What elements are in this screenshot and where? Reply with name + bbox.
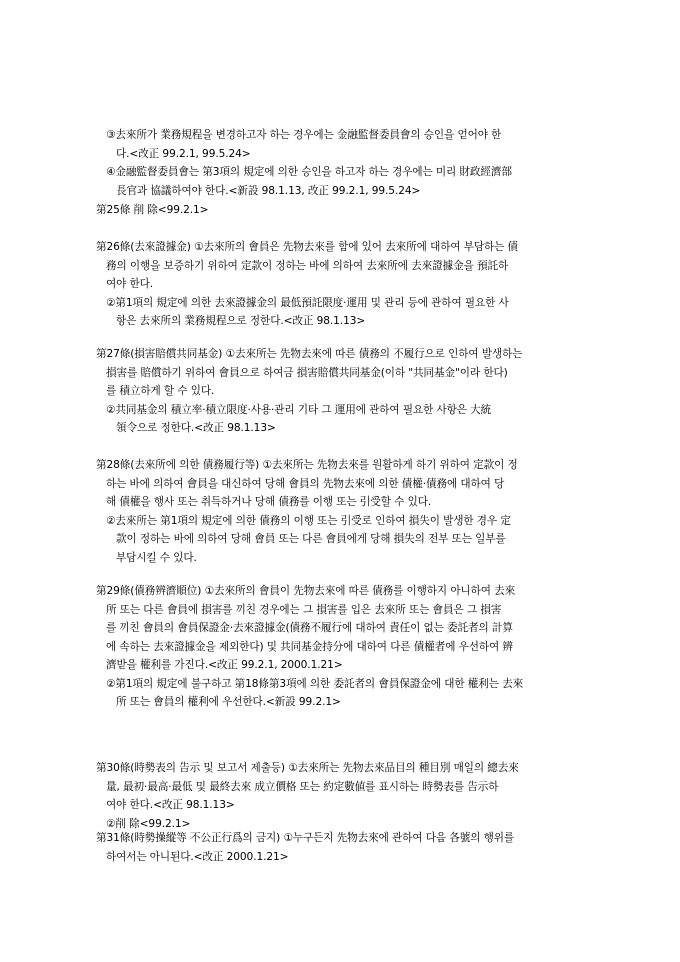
paragraph-line: 하는 바에 의하여 會員을 대신하여 당해 會員의 先物去來에 의한 債權·債務에 대하여 당	[106, 477, 505, 490]
paragraph-line: ④金融監督委員會는 第3項의 規定에 의한 승인을 하고자 하는 경우에는 미리 財政經濟部	[106, 166, 512, 178]
paragraph-line: 務의 이행을 보증하기 위하여 定款이 정하는 바에 의하여 去來所에 去來證據金을 預託하	[106, 259, 509, 272]
article-25	[96, 201, 586, 220]
paragraph-line: 量, 最初·最高·最低 및 最終去來 成立價格 또는 約定數値를 표시하는 時勢表를 告示하	[106, 780, 499, 793]
paragraph-line: 所 또는 다른 會員에 損害를 끼친 경우에는 그 損害를 입은 去來所 또는 會員은 그 損害	[106, 603, 502, 616]
article-heading: 第29條(債務辨濟順位) ①去來所의 會員이 先物去來에 따른 債務를 이행하지 아니하여 去來	[96, 585, 516, 597]
article-heading: 第28條(去來所에 의한 債務履行等) ①去來所는 先物去來를 원활하게 하기 위하여 定款이 정	[96, 459, 518, 471]
paragraph-line: ②削 除<99.2.1>	[106, 817, 191, 830]
paragraph-line: 領令으로 정한다.<改正 98.1.13>	[116, 422, 276, 434]
article-31	[96, 829, 586, 866]
paragraph-line: 여야 한다.	[106, 278, 154, 290]
paragraph-line: ②第1項의 規定에 불구하고 第18條第3項에 의한 委託者의 會員保證金에 대한 權利는 去來	[106, 677, 524, 690]
article-heading: 第30條(時勢表의 告示 및 보고서 제출등) ①去來所는 先物去來品目의 種目別 매일의 總去來	[96, 762, 519, 774]
paragraph-line: ②去來所는 第1項의 規定에 의한 債務의 이행 또는 引受로 인하여 損失이 발생한 경우 定	[106, 514, 511, 527]
paragraph-line: 해 債權을 행사 또는 취득하거나 당해 債務를 이행 또는 引受할 수 있다.	[106, 496, 432, 508]
article-heading: 第25條 削 除<99.2.1>	[96, 204, 209, 216]
paragraph-line: 를 끼친 會員의 會員保證金·去來證據金(債務不履行에 대하여 責任이 없는 委託者의 計算	[106, 622, 513, 634]
paragraph-line: 다.<改正 99.2.1, 99.5.24>	[116, 147, 251, 160]
article-28	[96, 456, 586, 567]
paragraph-line: 하여서는 아니된다.<改正 2000.1.21>	[106, 850, 289, 863]
article-26	[96, 238, 586, 331]
paragraph-line: 所 또는 會員의 權利에 우선한다.<新設 99.2.1>	[116, 696, 341, 708]
paragraph-line: 款이 정하는 바에 의하여 당해 會員 또는 다른 會員에게 당해 損失의 전부 또는 일부를	[116, 533, 506, 545]
paragraph-line: 부담시킬 수 있다.	[116, 551, 197, 564]
article-heading: 第27條(損害賠償共同基金) ①去來所는 先物去來에 따른 債務의 不履行으로 인하여 발생하는	[96, 348, 523, 360]
paragraph-line: 損害를 賠償하기 위하여 會員으로 하여금 損害賠償共同基金(이하 "共同基金"이라 한다)	[106, 366, 508, 379]
paragraph-line: ②第1項의 規定에 의한 去來證據金의 最低預託限度·運用 및 관리 등에 관하여 필요한 사	[106, 296, 509, 309]
paragraph-line: 濟받을 權利를 가진다.<改正 99.2.1, 2000.1.21>	[106, 659, 343, 671]
article-heading: 第26條(去來證據金) ①去來所의 會員은 先物去來를 함에 있어 去來所에 대하여 부담하는 債	[96, 241, 519, 253]
paragraph-line: 에 속하는 去來證據金을 제외한다) 및 共同基金持分에 대하여 다른 債權者에 우선하여 辨	[106, 640, 513, 653]
paragraph-line: ②共同基金의 積立率·積立限度·사용·관리 기타 그 運用에 관하여 필요한 사항은 大統	[106, 403, 492, 416]
paragraph-line: ③去來所가 業務規程을 변경하고자 하는 경우에는 金融監督委員會의 승인을 얻어야 한	[106, 129, 502, 141]
article-24-continuation	[96, 126, 586, 200]
article-27	[96, 345, 586, 438]
paragraph-line: 항은 去來所의 業務規程으로 정한다.<改正 98.1.13>	[116, 315, 366, 327]
paragraph-line: 를 積立하게 할 수 있다.	[106, 385, 215, 397]
paragraph-line: 여야 한다.<改正 98.1.13>	[106, 799, 235, 811]
paragraph-line: 長官과 協議하여야 한다.<新設 98.1.13, 改正 99.2.1, 99.5.24>	[116, 184, 421, 197]
article-29	[96, 582, 586, 712]
article-30	[96, 759, 586, 833]
article-heading: 第31條(時勢操縱等 不公正行爲의 금지) ①누구든지 先物去來에 관하여 다음 各號의 행위를	[96, 832, 515, 844]
